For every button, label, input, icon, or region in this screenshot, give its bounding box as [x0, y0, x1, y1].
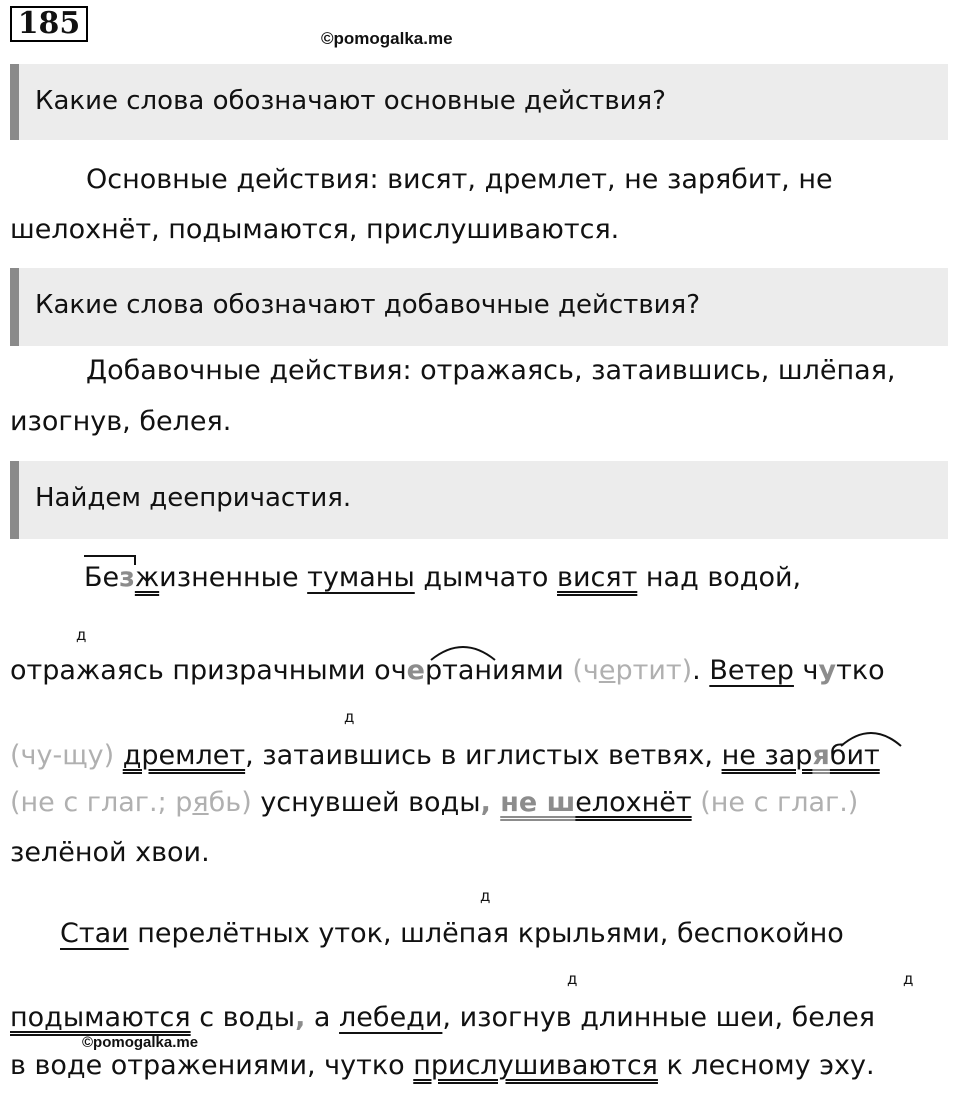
highlight-letter: ж: [134, 562, 160, 593]
word-part: над водой,: [637, 562, 802, 593]
word-part: а: [305, 1002, 340, 1033]
text-line-8: [10, 1050, 875, 1081]
word-part: изненные: [159, 562, 308, 593]
question-box-2: [10, 268, 948, 346]
text-line-2: [10, 655, 885, 686]
subject-word: лебеди: [339, 1002, 443, 1033]
highlight-letter: я: [812, 740, 830, 771]
word-part: , изогнув длинные шеи, белея: [442, 1002, 875, 1033]
highlight-comma: ,: [295, 1002, 306, 1033]
word-part: , затаившись в иглистых ветвях,: [245, 740, 722, 771]
highlight-letter: у: [818, 655, 837, 686]
predicate-word: висят: [557, 562, 638, 593]
word-part: отражаясь призрачными о: [10, 655, 391, 686]
adverbial-mark: д: [76, 626, 87, 644]
answer-1-line-2: шелохнёт, подымаются, прислушиваются.: [10, 214, 620, 245]
word-part: уснувшей воды: [260, 787, 481, 818]
hint-letter: я: [192, 787, 209, 818]
subject-word: Ветер: [709, 655, 794, 686]
adverbial-mark: д: [567, 970, 578, 988]
question-box-3: [10, 461, 948, 539]
exercise-number: 185: [10, 6, 88, 42]
predicate-word: дремлет: [122, 740, 246, 771]
predicate-word: елохнёт: [575, 787, 692, 818]
predicate-word: подымаются: [10, 1002, 191, 1033]
word-part: Бе: [84, 562, 120, 593]
text-line-5: зелёной хвои.: [10, 837, 210, 868]
question-1-text: Какие слова обозначают основные действия?: [35, 86, 666, 116]
text-line-7: [10, 1002, 875, 1033]
subject-word: Стаи: [60, 918, 129, 949]
subject-word: туманы: [307, 562, 415, 593]
predicate-word: не ш: [500, 787, 576, 818]
hint-text: (не с глаг.; р: [10, 787, 193, 818]
word-part: дымчато: [414, 562, 558, 593]
hint-text: бь): [208, 787, 261, 818]
question-box-1: [10, 64, 948, 140]
answer-1-line-1: Основные действия: висят, дремлет, не зарябит, не: [86, 164, 833, 195]
word-part: .: [692, 655, 710, 686]
predicate-word: прислушиваются: [413, 1050, 658, 1081]
text-line-1: [84, 562, 801, 593]
word-part: ч: [793, 655, 819, 686]
text-line-6: [60, 918, 844, 949]
question-2-text: Какие слова обозначают добавочные действия?: [35, 290, 700, 320]
highlight-letter: з: [119, 562, 135, 593]
word-part: в воде отражениями, чутко: [10, 1050, 414, 1081]
hint-text: ртит): [615, 655, 693, 686]
prefix-mark: [84, 555, 136, 557]
adverbial-mark: д: [344, 708, 355, 726]
word-part: тко: [836, 655, 885, 686]
word-part: перелётных уток, шлёпая крыльями, беспокойно: [128, 918, 844, 949]
highlight-letter: е: [406, 655, 425, 686]
word-part: с воды: [190, 1002, 296, 1033]
answer-2-line-1: Добавочные действия: отражаясь, затаившись, шлёпая,: [86, 355, 896, 386]
adverbial-mark: д: [903, 970, 914, 988]
site-watermark: ©pomogalka.me: [321, 29, 453, 48]
text-line-4: [10, 787, 858, 818]
word-part: ртаниями: [424, 655, 573, 686]
predicate-word: бит: [829, 740, 880, 771]
word-part: ч: [390, 655, 407, 686]
highlight-comma: ,: [480, 787, 501, 818]
answer-2-line-2: изогнув, белея.: [10, 406, 232, 437]
adverbial-mark: д: [480, 887, 491, 905]
hint-text: (чу-щу): [10, 740, 123, 771]
word-part: к лесному эху.: [657, 1050, 875, 1081]
predicate-word: не зар: [721, 740, 813, 771]
hint-letter: е: [598, 655, 616, 686]
question-3-text: Найдем деепричастия.: [35, 483, 352, 513]
text-line-3: [10, 740, 880, 771]
footer-watermark: ©pomogalka.me: [82, 1034, 199, 1051]
hint-text: (не с глаг.): [691, 787, 859, 818]
hint-text: (ч: [572, 655, 599, 686]
